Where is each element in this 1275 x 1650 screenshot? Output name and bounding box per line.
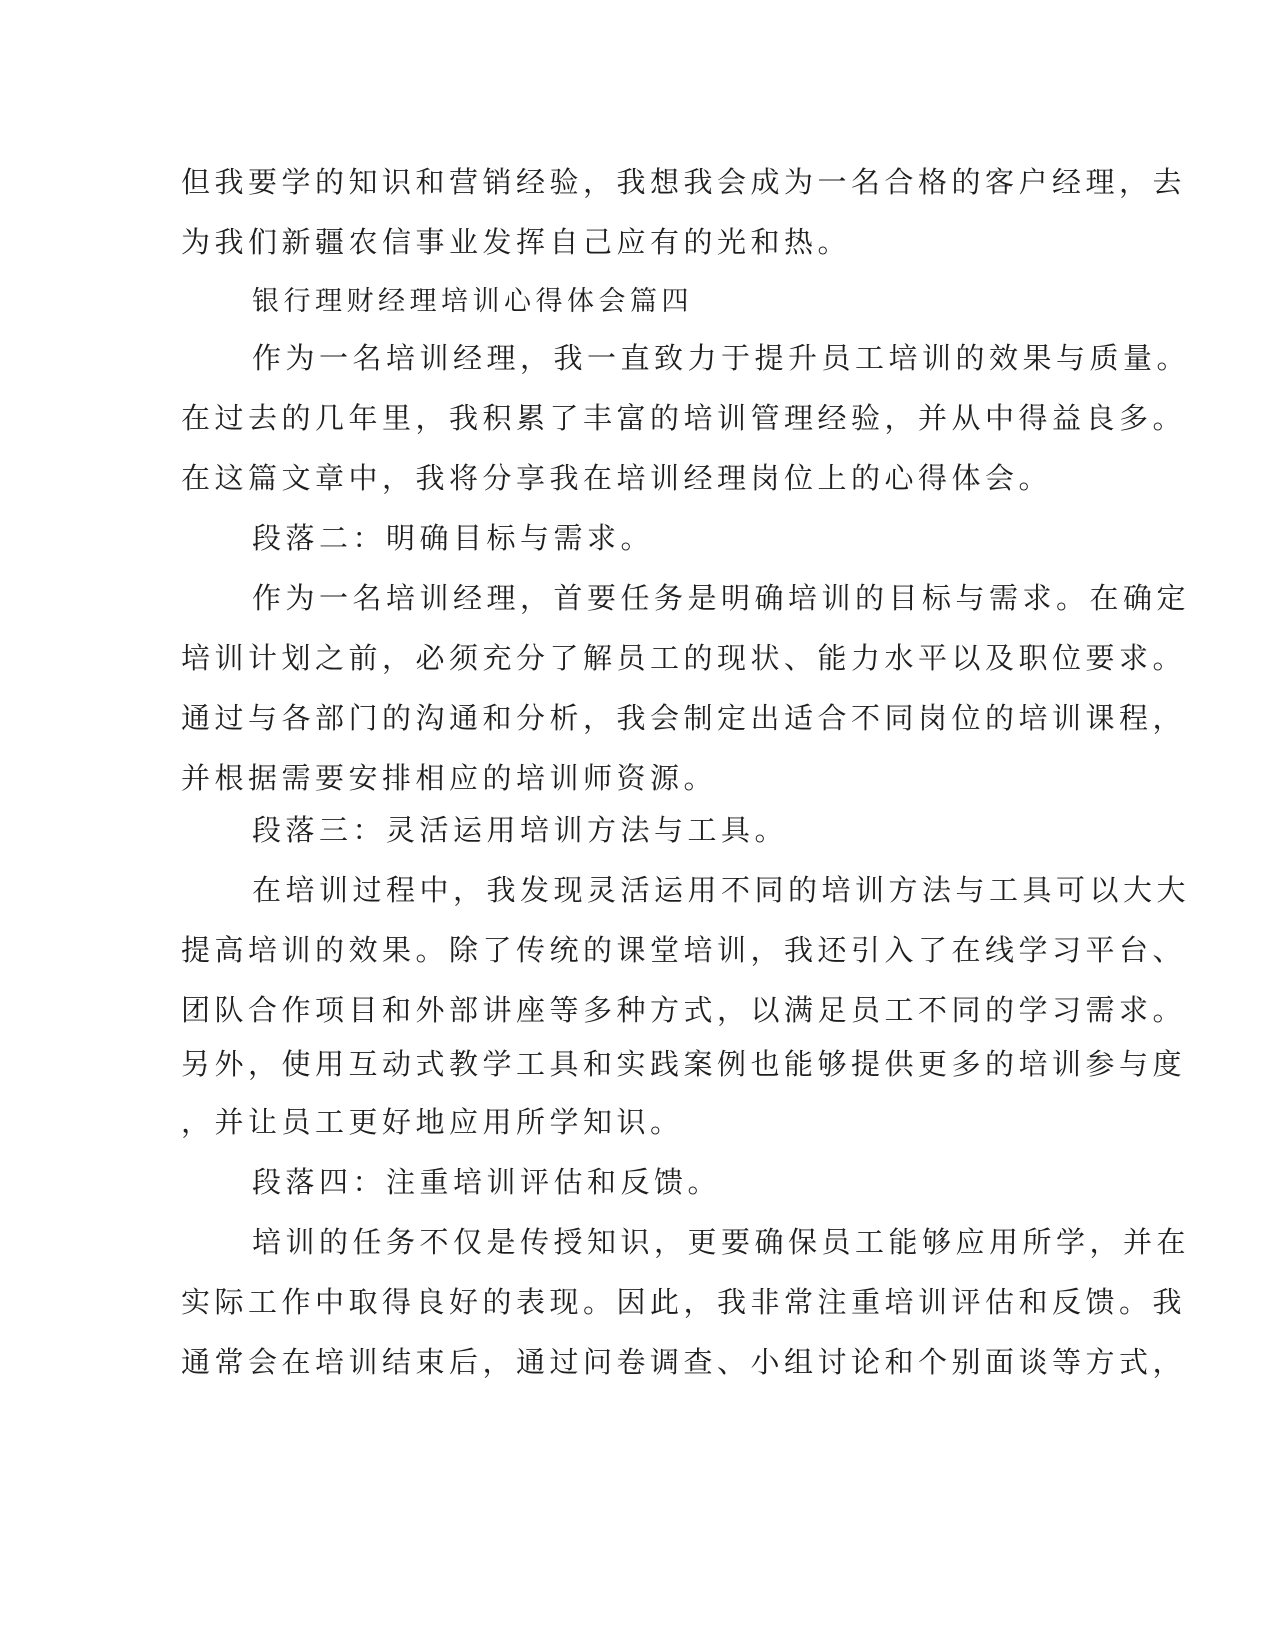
- text-line: 实际工作中取得良好的表现。因此，我非常注重培训评估和反馈。我: [181, 1285, 1187, 1319]
- text-line: 并根据需要安排相应的培训师资源。: [181, 761, 718, 795]
- text-line: 培训计划之前，必须充分了解员工的现状、能力水平以及职位要求。: [181, 641, 1187, 675]
- text-line: 在这篇文章中，我将分享我在培训经理岗位上的心得体会。: [181, 461, 1053, 495]
- section-heading: 银行理财经理培训心得体会篇四: [252, 286, 693, 317]
- text-line: ，并让员工更好地应用所学知识。: [181, 1105, 684, 1139]
- text-line: 团队合作项目和外部讲座等多种方式，以满足员工不同的学习需求。: [181, 993, 1187, 1027]
- text-line: 作为一名培训经理，首要任务是明确培训的目标与需求。在确定: [252, 581, 1191, 615]
- text-line: 另外，使用互动式教学工具和实践案例也能够提供更多的培训参与度: [181, 1047, 1187, 1081]
- text-line: 提高培训的效果。除了传统的课堂培训，我还引入了在线学习平台、: [181, 933, 1187, 967]
- text-line: 但我要学的知识和营销经验，我想我会成为一名合格的客户经理，去: [181, 165, 1187, 199]
- text-line: 作为一名培训经理，我一直致力于提升员工培训的效果与质量。: [252, 341, 1191, 375]
- text-line: 通常会在培训结束后，通过问卷调查、小组讨论和个别面谈等方式，: [181, 1345, 1187, 1379]
- text-line: 在过去的几年里，我积累了丰富的培训管理经验，并从中得益良多。: [181, 401, 1187, 435]
- text-line: 通过与各部门的沟通和分析，我会制定出适合不同岗位的培训课程，: [181, 701, 1187, 735]
- text-line: 培训的任务不仅是传授知识，更要确保员工能够应用所学，并在: [252, 1225, 1191, 1259]
- text-line: 在培训过程中，我发现灵活运用不同的培训方法与工具可以大大: [252, 873, 1191, 907]
- paragraph-heading: 段落四：注重培训评估和反馈。: [252, 1165, 722, 1199]
- paragraph-heading: 段落三：灵活运用培训方法与工具。: [252, 813, 789, 847]
- text-line: 为我们新疆农信事业发挥自己应有的光和热。: [181, 225, 852, 259]
- paragraph-heading: 段落二：明确目标与需求。: [252, 521, 655, 555]
